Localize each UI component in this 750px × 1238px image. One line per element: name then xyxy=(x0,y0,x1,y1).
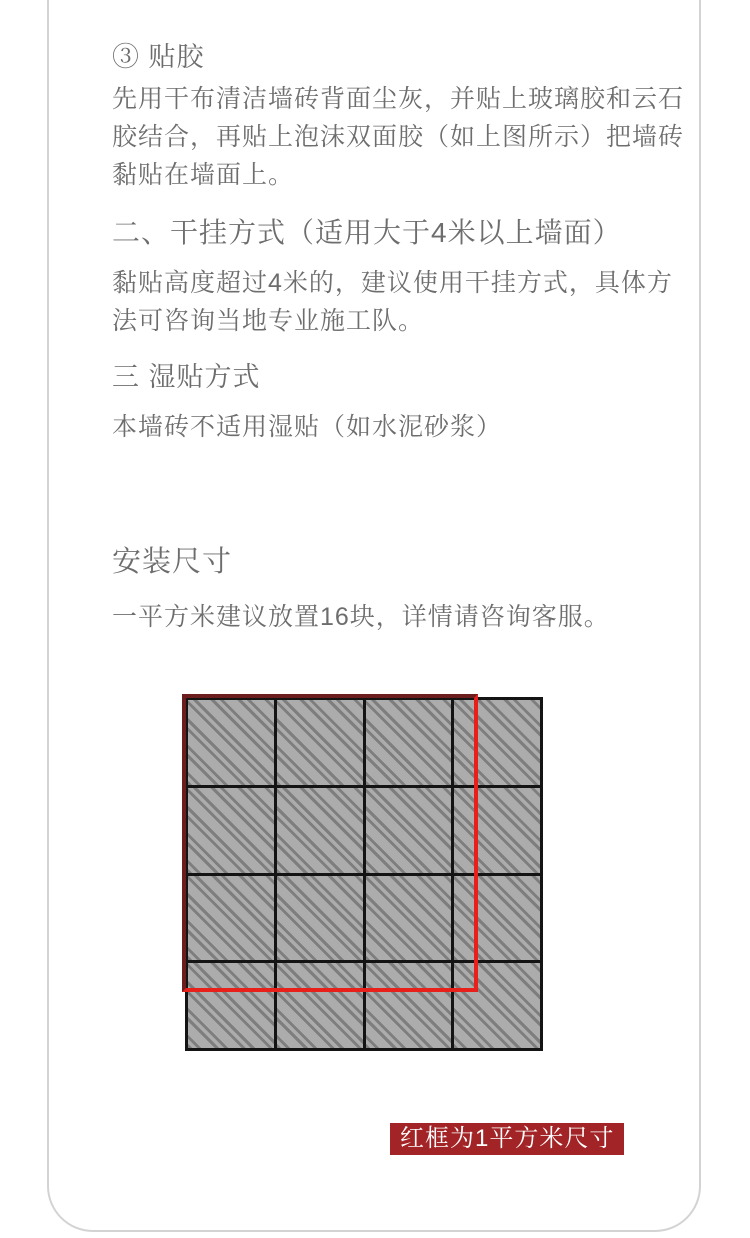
paragraph-line: 本墙砖不适用湿贴（如水泥砂浆） xyxy=(112,413,503,441)
step3-glue-paragraph xyxy=(112,80,684,194)
paragraph-line: 黏贴在墙面上。 xyxy=(112,161,295,189)
paragraph-line: 黏贴高度超过4米的，建议使用干挂方式，具体方 xyxy=(112,269,673,297)
wet-paste-section-heading: 三 湿贴方式 xyxy=(112,362,261,392)
tile-grid-diagram xyxy=(185,697,543,1051)
paragraph-line: 法可咨询当地专业施工队。 xyxy=(112,307,425,335)
dry-hang-paragraph xyxy=(112,264,673,340)
one-square-meter-frame xyxy=(182,694,478,992)
wet-paste-paragraph xyxy=(112,408,502,446)
paragraph-line: 先用干布清洁墙砖背面尘灰，并贴上玻璃胶和云石 xyxy=(112,85,685,113)
install-size-paragraph xyxy=(112,598,610,636)
install-size-heading: 安装尺寸 xyxy=(112,546,233,578)
paragraph-line: 一平方米建议放置16块，详情请咨询客服。 xyxy=(112,603,610,631)
dry-hang-section-heading: 二、干挂方式（适用大于4米以上墙面） xyxy=(112,217,622,248)
red-frame-caption-badge: 红框为1平方米尺寸 xyxy=(390,1123,624,1155)
paragraph-line: 胶结合，再贴上泡沫双面胶（如上图所示）把墙砖 xyxy=(112,123,685,151)
step3-glue-heading: ③ 贴胶 xyxy=(112,42,205,72)
